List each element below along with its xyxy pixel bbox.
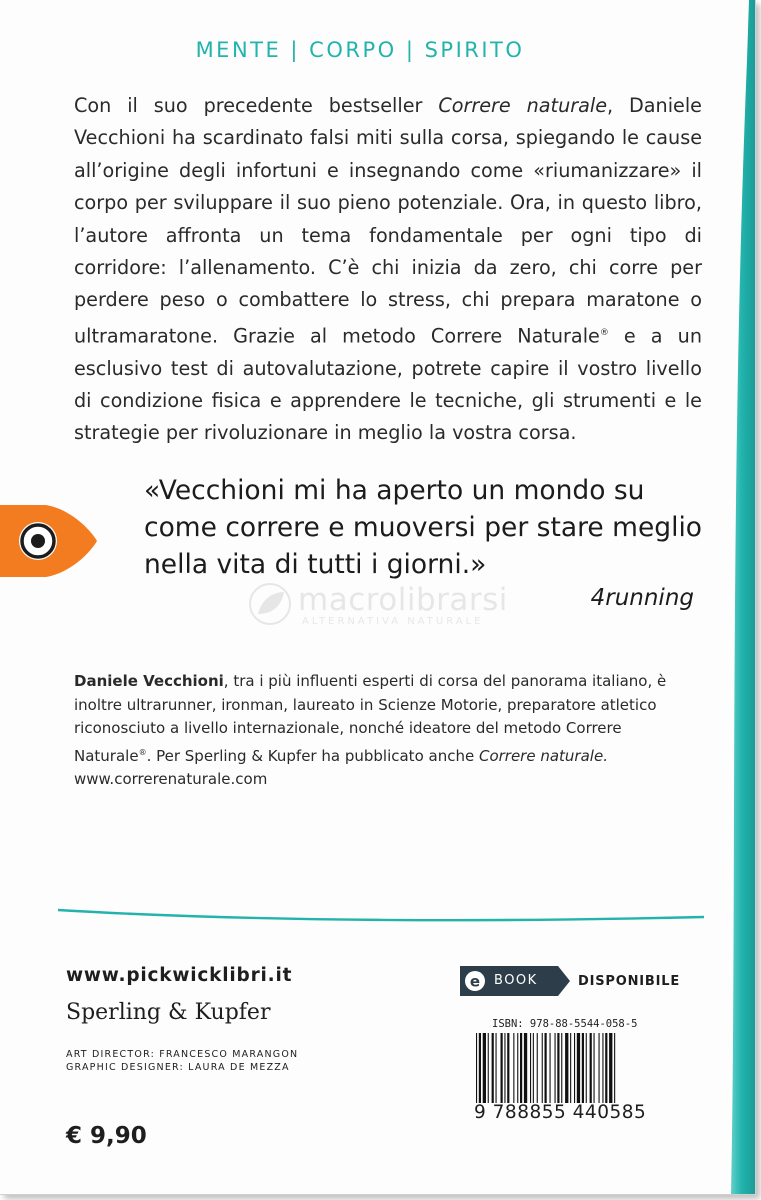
author-name: Daniele Vecchioni bbox=[74, 672, 224, 690]
barcode-bar bbox=[577, 1033, 580, 1103]
ebook-label: BOOK bbox=[494, 973, 538, 988]
barcode-bar bbox=[565, 1033, 568, 1103]
leaf-logo-icon bbox=[248, 582, 292, 626]
barcode-bar bbox=[609, 1033, 612, 1103]
registered-mark: ® bbox=[138, 747, 147, 757]
bio-book-title: Correre naturale. bbox=[478, 746, 608, 765]
watermark-tagline: ALTERNATIVA NATURALE bbox=[302, 616, 484, 627]
ebook-letter: e bbox=[469, 972, 481, 991]
barcode-bar bbox=[530, 1033, 531, 1103]
barcode-bar bbox=[599, 1033, 600, 1103]
book-blurb bbox=[74, 90, 702, 450]
barcode-bar bbox=[476, 1033, 477, 1103]
blurb-text-3: e a un esclusivo test di autovalutazione, potrete capire il vostro livello di condizione fisica e apprendere le tecniche, gli strumenti e le strategie per rivoluzionare in meglio la vostra corsa. bbox=[74, 324, 702, 445]
quote-source: 4running bbox=[590, 585, 694, 611]
barcode-bar bbox=[507, 1033, 509, 1103]
barcode-bar bbox=[574, 1033, 575, 1103]
barcode-bar bbox=[555, 1033, 556, 1103]
isbn-text: ISBN: 978-88-5544-058-5 bbox=[492, 1018, 638, 1030]
bio-text-1: , tra i più influenti esperti di corsa del panorama italiano, è inoltre ultrarunner, ironman, laureato in Scienze Motorie, preparatore atletico riconosciuto a livello internazionale, nonché ideatore del metodo Correre Naturale bbox=[74, 672, 667, 765]
barcode-bar bbox=[545, 1033, 547, 1103]
barcode-bar bbox=[550, 1033, 551, 1103]
barcode-digits: 9 788855 440585 bbox=[474, 1102, 647, 1123]
barcode-bar bbox=[594, 1033, 595, 1103]
barcode-bar bbox=[533, 1033, 534, 1103]
graphic-designer-credit: GRAPHIC DESIGNER: LAURA DE MEZZA bbox=[66, 1062, 290, 1073]
price: € 9,90 bbox=[66, 1123, 147, 1149]
barcode-bar bbox=[513, 1033, 514, 1103]
barcode-bar bbox=[557, 1033, 559, 1103]
orange-eye-icon bbox=[0, 505, 98, 577]
bio-text-2: . Per Sperling & Kupfer ha pubblicato anche bbox=[146, 746, 479, 765]
barcode-bar bbox=[590, 1033, 592, 1103]
barcode-bar bbox=[504, 1033, 505, 1103]
design-credits bbox=[66, 1048, 298, 1074]
barcode-bar bbox=[479, 1033, 481, 1103]
blurb-text-1: Con il suo precedente bestseller bbox=[74, 94, 439, 117]
barcode-bar bbox=[524, 1033, 527, 1103]
barcode-bar bbox=[537, 1033, 538, 1103]
testimonial-quote: «Vecchioni mi ha aperto un mondo su come correre e muoversi per stare meglio nella vita di tutti i giorni.» bbox=[144, 475, 703, 580]
barcode-bar bbox=[520, 1033, 522, 1103]
barcode-bar bbox=[483, 1033, 486, 1103]
barcode bbox=[476, 1033, 682, 1103]
barcode-bar bbox=[517, 1033, 518, 1103]
barcode-bar bbox=[605, 1033, 607, 1103]
barcode-bar bbox=[602, 1033, 603, 1103]
series-label: MENTE | CORPO | SPIRITO bbox=[195, 38, 525, 62]
blurb-book-title: Correre naturale bbox=[438, 94, 608, 117]
barcode-bar bbox=[492, 1033, 494, 1103]
author-bio bbox=[74, 670, 702, 792]
barcode-bar bbox=[582, 1033, 584, 1103]
barcode-bar bbox=[561, 1033, 562, 1103]
barcode-bar bbox=[570, 1033, 571, 1103]
watermark-name: macrolibrarsi bbox=[298, 582, 508, 618]
ebook-status: DISPONIBILE bbox=[578, 974, 680, 989]
art-director-credit: ART DIRECTOR: FRANCESCO MARANGON bbox=[66, 1049, 299, 1060]
publisher-website: www.pickwicklibri.it bbox=[66, 965, 293, 986]
barcode-bar bbox=[488, 1033, 489, 1103]
barcode-bar bbox=[501, 1033, 503, 1103]
author-website: www.correrenaturale.com bbox=[74, 770, 268, 788]
registered-mark: ® bbox=[599, 327, 609, 338]
blurb-text-2: , Daniele Vecchioni ha scardinato falsi miti sulla corsa, spiegando le cause all’origine degli infortuni e insegnando come «riumanizzare» il corpo per sviluppare il suo pieno potenziale. Ora, in questo libro, l’autore affronta un tema fondamentale per ogni tipo di corridore: l’allenamento. C’è chi inizia da zero, chi corre per perdere peso o combattere lo stress, chi prepara maratone o ultramaratone. Grazie al metodo Correre Naturale bbox=[74, 94, 702, 348]
barcode-bar bbox=[614, 1033, 615, 1103]
teal-side-band bbox=[725, 0, 755, 1194]
barcode-bar bbox=[586, 1033, 587, 1103]
publisher-logo: Sperling & Kupfer bbox=[66, 1000, 271, 1025]
teal-divider bbox=[58, 908, 704, 922]
barcode-bar bbox=[542, 1033, 543, 1103]
barcode-bar bbox=[496, 1033, 497, 1103]
